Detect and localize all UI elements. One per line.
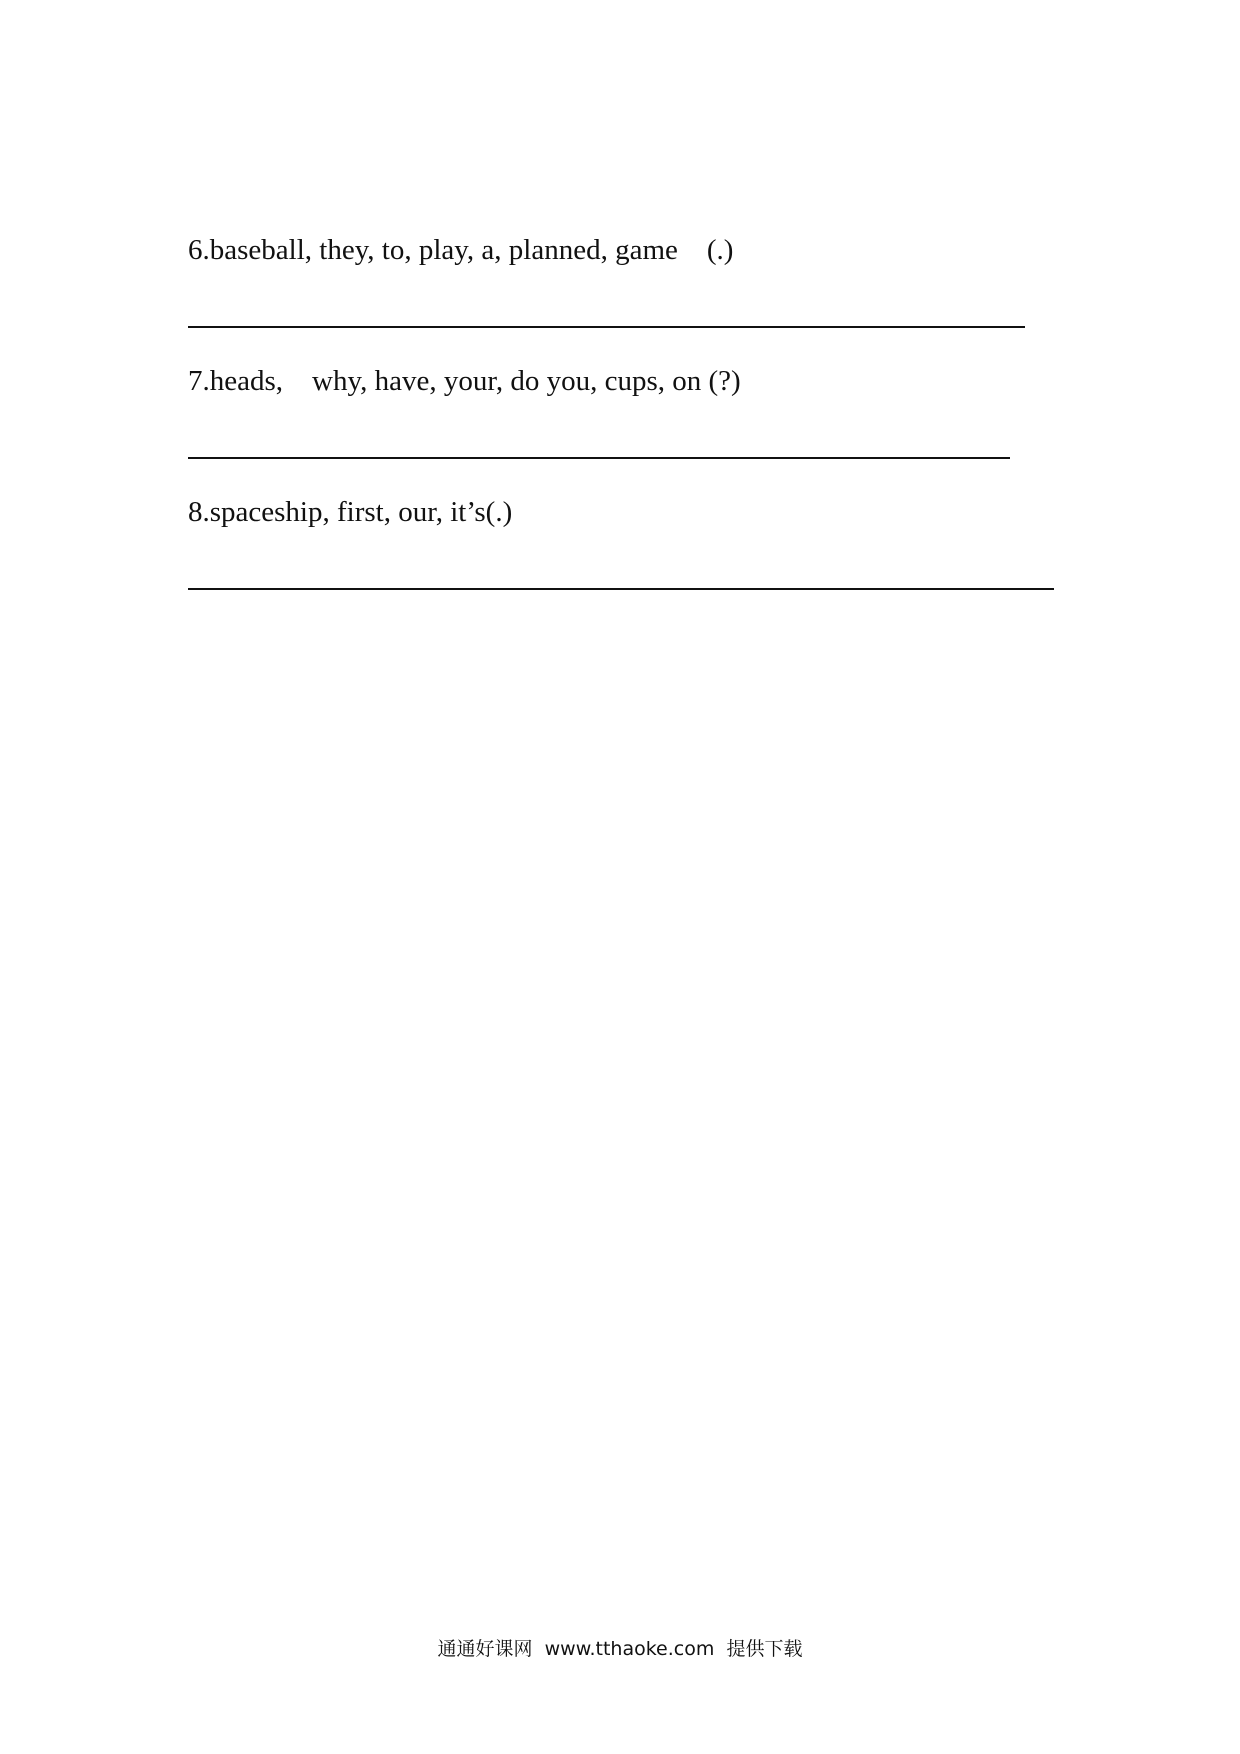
answer-line-8: [188, 588, 1054, 590]
question-8: 8.spaceship, first, our, it’s(.): [188, 496, 513, 528]
footer-site-name: 通通好课网: [437, 1638, 533, 1660]
question-7: 7.heads, why, have, your, do you, cups, on (?): [188, 365, 741, 397]
footer-suffix: 提供下载: [726, 1638, 803, 1660]
question-6: 6.baseball, they, to, play, a, planned, game (.): [188, 234, 734, 266]
answer-line-6: [188, 326, 1025, 328]
footer-url: www.tthaoke.com: [544, 1638, 715, 1660]
page-footer: [0, 1636, 1240, 1662]
answer-line-7: [188, 457, 1010, 459]
